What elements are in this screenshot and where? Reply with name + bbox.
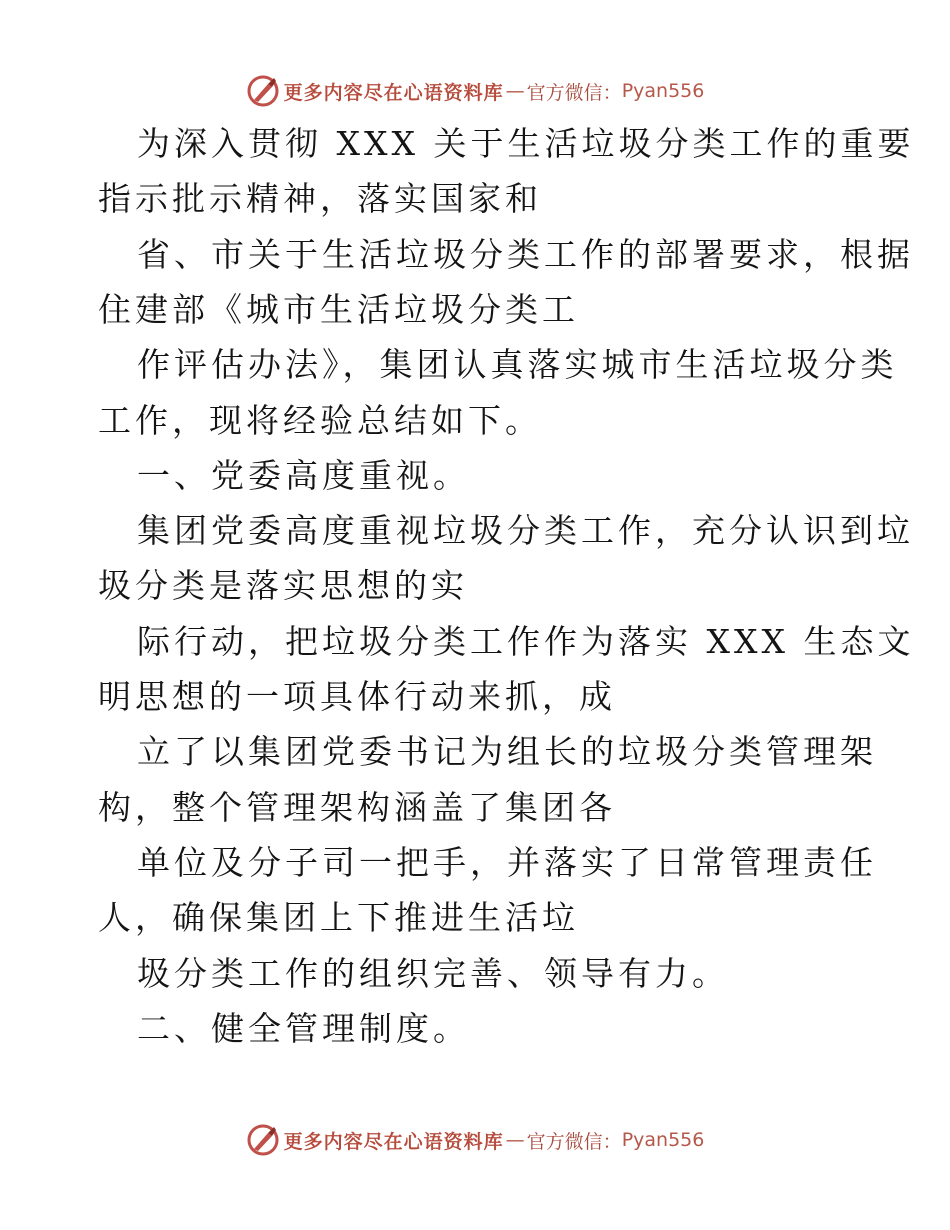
watermark-wechat-id: Pyan556: [621, 1129, 705, 1151]
text-line: 作评估办法》，集团认真落实城市生活垃圾分类: [137, 345, 898, 385]
watermark-wechat-label: 官方微信：: [526, 1130, 622, 1153]
header-watermark: [0, 71, 950, 111]
text-line: 圾分类工作的组织完善、领导有力。: [137, 953, 729, 993]
watermark-wechat-label: 官方微信：: [526, 81, 622, 104]
watermark-separator: —: [505, 1129, 525, 1151]
text-line: 立了以集团党委书记为组长的垃圾分类管理架: [137, 732, 877, 772]
text-line: 人，确保集团上下推进生活垃: [98, 898, 579, 938]
text-line: 单位及分子司一把手，并落实了日常管理责任: [137, 842, 877, 882]
text-line: 构，整个管理架构涵盖了集团各: [98, 787, 616, 827]
watermark-site-text: 更多内容尽在心语资料库: [283, 81, 504, 104]
text-line: 际行动，把垃圾分类工作作为落实 XXX 生态文: [137, 621, 915, 661]
quill-pen-seal-icon: [246, 74, 280, 108]
text-line: 明思想的一项具体行动来抓，成: [98, 677, 616, 716]
text-line: 为深入贯彻 XXX 关于生活垃圾分类工作的重要: [137, 124, 915, 163]
text-line: 指示批示精神，落实国家和: [98, 179, 542, 219]
watermark-wechat-id: Pyan556: [621, 80, 705, 102]
watermark-separator: —: [505, 80, 525, 102]
quill-pen-seal-icon: [246, 1123, 280, 1157]
text-line: 一、党委高度重视。: [137, 455, 470, 495]
text-line: 圾分类是落实思想的实: [98, 566, 468, 606]
watermark-site-text: 更多内容尽在心语资料库: [283, 1130, 504, 1153]
text-line: 省、市关于生活垃圾分类工作的部署要求，根据: [137, 234, 914, 274]
text-line: 集团党委高度重视垃圾分类工作，充分认识到垃: [137, 511, 914, 551]
text-line: 住建部《城市生活垃圾分类工: [98, 289, 579, 329]
text-line: 二、健全管理制度。: [137, 1008, 470, 1048]
footer-watermark: [0, 1120, 950, 1160]
text-line: 工作，现将经验总结如下。: [98, 400, 542, 440]
